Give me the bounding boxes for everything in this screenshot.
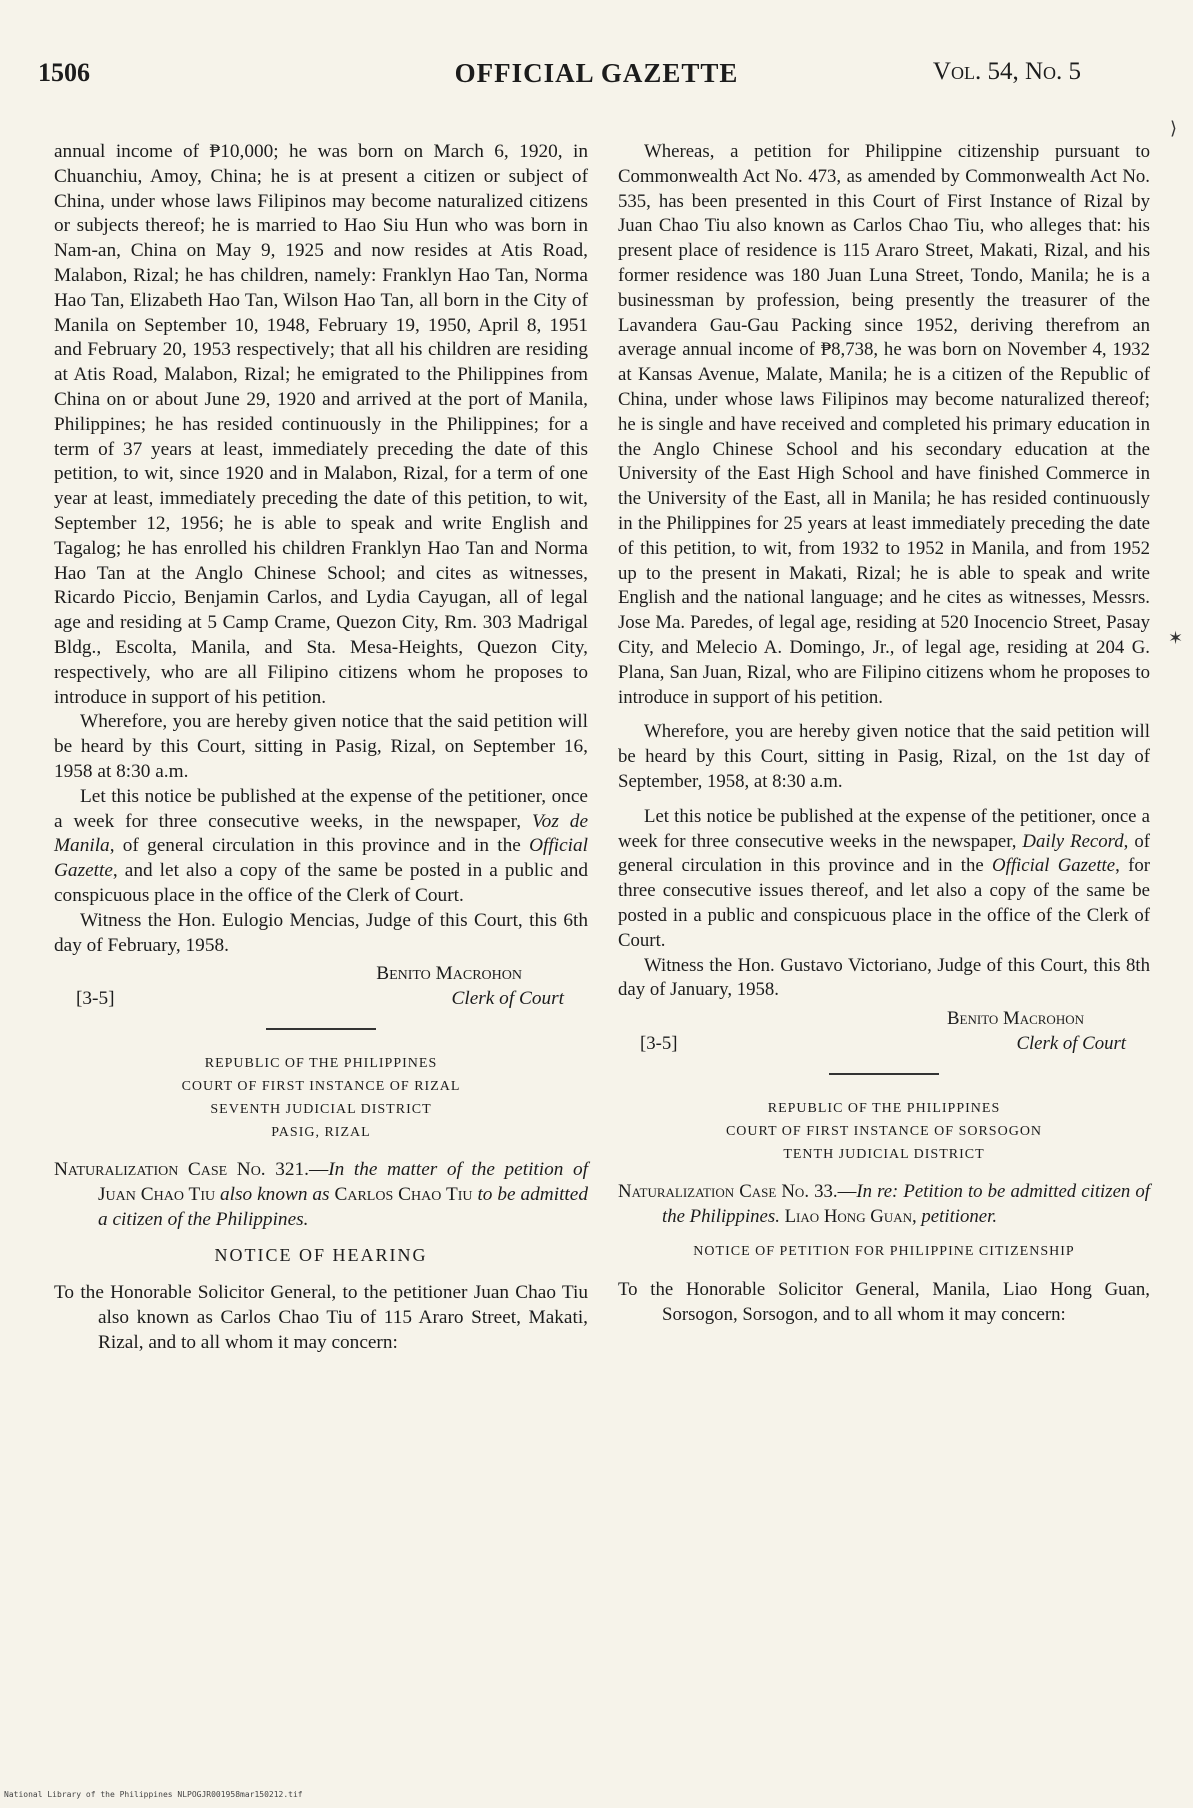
text-run: petitioner. [916,1205,998,1227]
right-paragraph-2: Wherefore, you are hereby given notice that the said petition will be heard by this Court, sitting in Pasig, Rizal, on the 1st day of September, 1958, at 8:30 a.m. [618,721,1150,792]
text-run: In re: Petition to be admitted citizen of the Philippines. [662,1181,1151,1227]
case-caption: Naturalization Case No. 33.—In re: Petition to be admitted citizen of the Philippines. Liao Hong Guan, petitioner. [618,1181,1151,1227]
clerk-title: Clerk of Court [1016,1033,1126,1055]
right-paragraph-3 [618,805,1150,954]
text-run: Let this notice be published at the expense of the petitioner, once a week for three consecutive weeks, in the newspaper, [54,785,588,832]
newspaper-name: Daily Record [1022,830,1124,852]
right-column [618,140,1150,1328]
gazette-name: Official Gazette [54,835,588,882]
section-divider [266,1028,376,1030]
right-paragraph-1: Whereas, a petition for Philippine citizenship pursuant to Commonwealth Act No. 473, as amended by Commonwealth Act No. 535, has been presented in this Court of First Instance of Rizal by Juan Chao Tiu also known as Carlos Chao Tiu, who alleges that: his present place of residence is 115 Araro Street, Makati, Rizal, and his former residence was 180 Juan Luna Street, Tondo, Manila; he is a businessman by profession, being presently the treasurer of the Lavandera Gau-Gau Packing since 1952, deriving therefrom an average annual income of ₱8,738, he was born on November 4, 1932 at Kansas Avenue, Malate, Manila; he is a citizen of the Republic of China, under whose laws Filipinos may become naturalized thereof; he is single and have received and completed his primary education in the Anglo Chinese School and his secondary education at the University of the East High School and have finished Commerce in the University of the East, all in Manila; he has resided continuously in the Philippines for 25 years at least immediately preceding the date of this petition, to wit, from 1932 to 1952 in Manila, and from 1952 up to the present in Makati, Rizal; he is able to speak and write English and the national language; and he cites as witnesses, Messrs. Jose Ma. Paredes, of legal age, residing at 520 Inocencio Street, Pasay City, and Melecio A. Domingo, Jr., of legal age, residing at 204 G. Plana, San Juan, Rizal, who are Filipino citizens whom he proposes to introduce in support of his petition. [618,141,1150,708]
page-header [0,58,1193,98]
court-heading [54,1052,588,1144]
text-run: , of general circulation in this province and in the [618,830,1150,877]
petitioner-alias: Carlos Chao Tiu [334,1184,473,1206]
court-heading [618,1097,1150,1166]
case-number: Naturalization Case No. 33. [618,1181,838,1203]
text-run: , of general circulation in this province and in the [109,835,530,857]
left-paragraph-2: Wherefore, you are hereby given notice that the said petition will be heard by this Court, sitting in Pasig, Rizal, on September 16, 1958 at 8:30 a.m. [54,711,588,782]
volume-issue: Vol. 54, No. 5 [932,58,1081,85]
text-run: to be admitted a citizen of the Philippines. [98,1184,588,1230]
left-paragraph-3 [54,785,588,909]
text-run: , and let also a copy of the same be posted in a public and conspicuous place in the office of the Clerk of Court. [54,860,588,906]
left-witness-paragraph: Witness the Hon. Eulogio Mencias, Judge of this Court, this 6th day of February, 1958. [54,909,588,956]
clerk-title: Clerk of Court [451,988,564,1010]
issue-range: [3-5] [640,1033,678,1055]
gazette-name: Official Gazette [992,855,1116,877]
left-signature-block [54,962,588,1014]
notice-title: NOTICE OF HEARING [214,1244,428,1265]
court-line: SEVENTH JUDICIAL DISTRICT [210,1102,432,1118]
newspaper-name: Voz de Manila [54,810,588,857]
text-run: , for three consecutive issues thereof, and let also a copy of the same be posted in a public and conspicuous place in the office of the Clerk of Court. [618,855,1150,951]
margin-mark: ✶ [1168,628,1184,648]
scan-footer: National Library of the Philippines NLPOGJR001958mar150212.tif [4,1790,303,1799]
notice-title: NOTICE OF PETITION FOR PHILIPPINE CITIZENSHIP [693,1243,1075,1259]
salutation: To the Honorable Solicitor General, to the petitioner Juan Chao Tiu also known as Carlos Chao Tiu of 115 Araro Street, Makati, Rizal, and to all whom it may concern: [54,1282,588,1354]
left-paragraph-1: annual income of ₱10,000; he was born on March 6, 1920, in Chuanchiu, Amoy, China; he is at present a citizen or subject of China, under whose laws Filipinos may become naturalized citizens or subjects thereof; he is married to Hao Siu Hun who was born in Nam-an, China on May 9, 1925 and now resides at Atis Road, Malabon, Rizal; he has children, namely: Franklyn Hao Tan, Norma Hao Tan, Elizabeth Hao Tan, Wilson Hao Tan, all born in the City of Manila on September 10, 1948, February 19, 1950, April 8, 1951 and February 20, 1953 respectively; that all his children are residing at Atis Road, Malabon, Rizal; he emigrated to the Philippines from China on or about June 29, 1920 and arrived at the port of Manila, Philippines; he has resided continuously in the Philippines; for a term of 37 years at least, immediately preceding the date of this petition, to wit, since 1920 and in Malabon, Rizal, for a term of one year at least, immediately preceding the date of this petition, to wit, September 12, 1956; he is able to speak and write English and Tagalog; he has enrolled his children Franklyn Hao Tan and Norma Hao Tan at the Anglo Chinese School; and cites as witnesses, Ricardo Piccio, Benjamin Carlos, and Lydia Cayugan, all of legal age and residing at 5 Camp Crame, Quezon City, Rm. 303 Madrigal Bldg., Escolta, Manila, and Sta. Mesa-Heights, Quezon City, respectively, who are all Filipino citizens whom he proposes to introduce in support of his petition. [54,141,588,708]
petitioner-name: Juan Chao Tiu [98,1184,216,1206]
clerk-name: Benito Macrohon [947,1008,1084,1030]
section-divider [829,1073,939,1075]
margin-mark: ⟩ [1170,118,1178,138]
court-line: PASIG, RIZAL [271,1125,371,1141]
case-caption: Naturalization Case No. 321.—In the matter of the petition of Juan Chao Tiu also known as Carlos Chao Tiu to be admitted a citizen of the Philippines. [54,1159,588,1230]
page-number: 1506 [38,58,90,87]
court-line: REPUBLIC OF THE PHILIPPINES [204,1056,438,1072]
petitioner-name: Liao Hong Guan, [779,1205,917,1227]
publication-title: OFFICIAL GAZETTE [454,58,739,88]
court-line: COURT OF FIRST INSTANCE OF RIZAL [181,1079,461,1095]
court-line: COURT OF FIRST INSTANCE OF SORSOGON [725,1124,1043,1140]
text-run: also known as [215,1184,335,1206]
court-line: TENTH JUDICIAL DISTRICT [783,1147,985,1163]
left-column [54,140,588,1356]
text-run: In the matter of the petition of [328,1159,588,1181]
right-signature-block [618,1007,1150,1059]
right-witness-paragraph: Witness the Hon. Gustavo Victoriano, Judge of this Court, this 8th day of January, 1958. [618,954,1150,1001]
court-line: REPUBLIC OF THE PHILIPPINES [767,1101,1001,1117]
salutation: To the Honorable Solicitor General, Manila, Liao Hong Guan, Sorsogon, Sorsogon, and to all whom it may concern: [618,1279,1150,1326]
text-run: Let this notice be published at the expense of the petitioner, once a week for three consecutive weeks in the newspaper, [618,805,1150,852]
case-number: Naturalization Case No. 321. [54,1159,309,1181]
issue-range: [3-5] [76,988,115,1010]
clerk-name: Benito Macrohon [376,963,522,985]
